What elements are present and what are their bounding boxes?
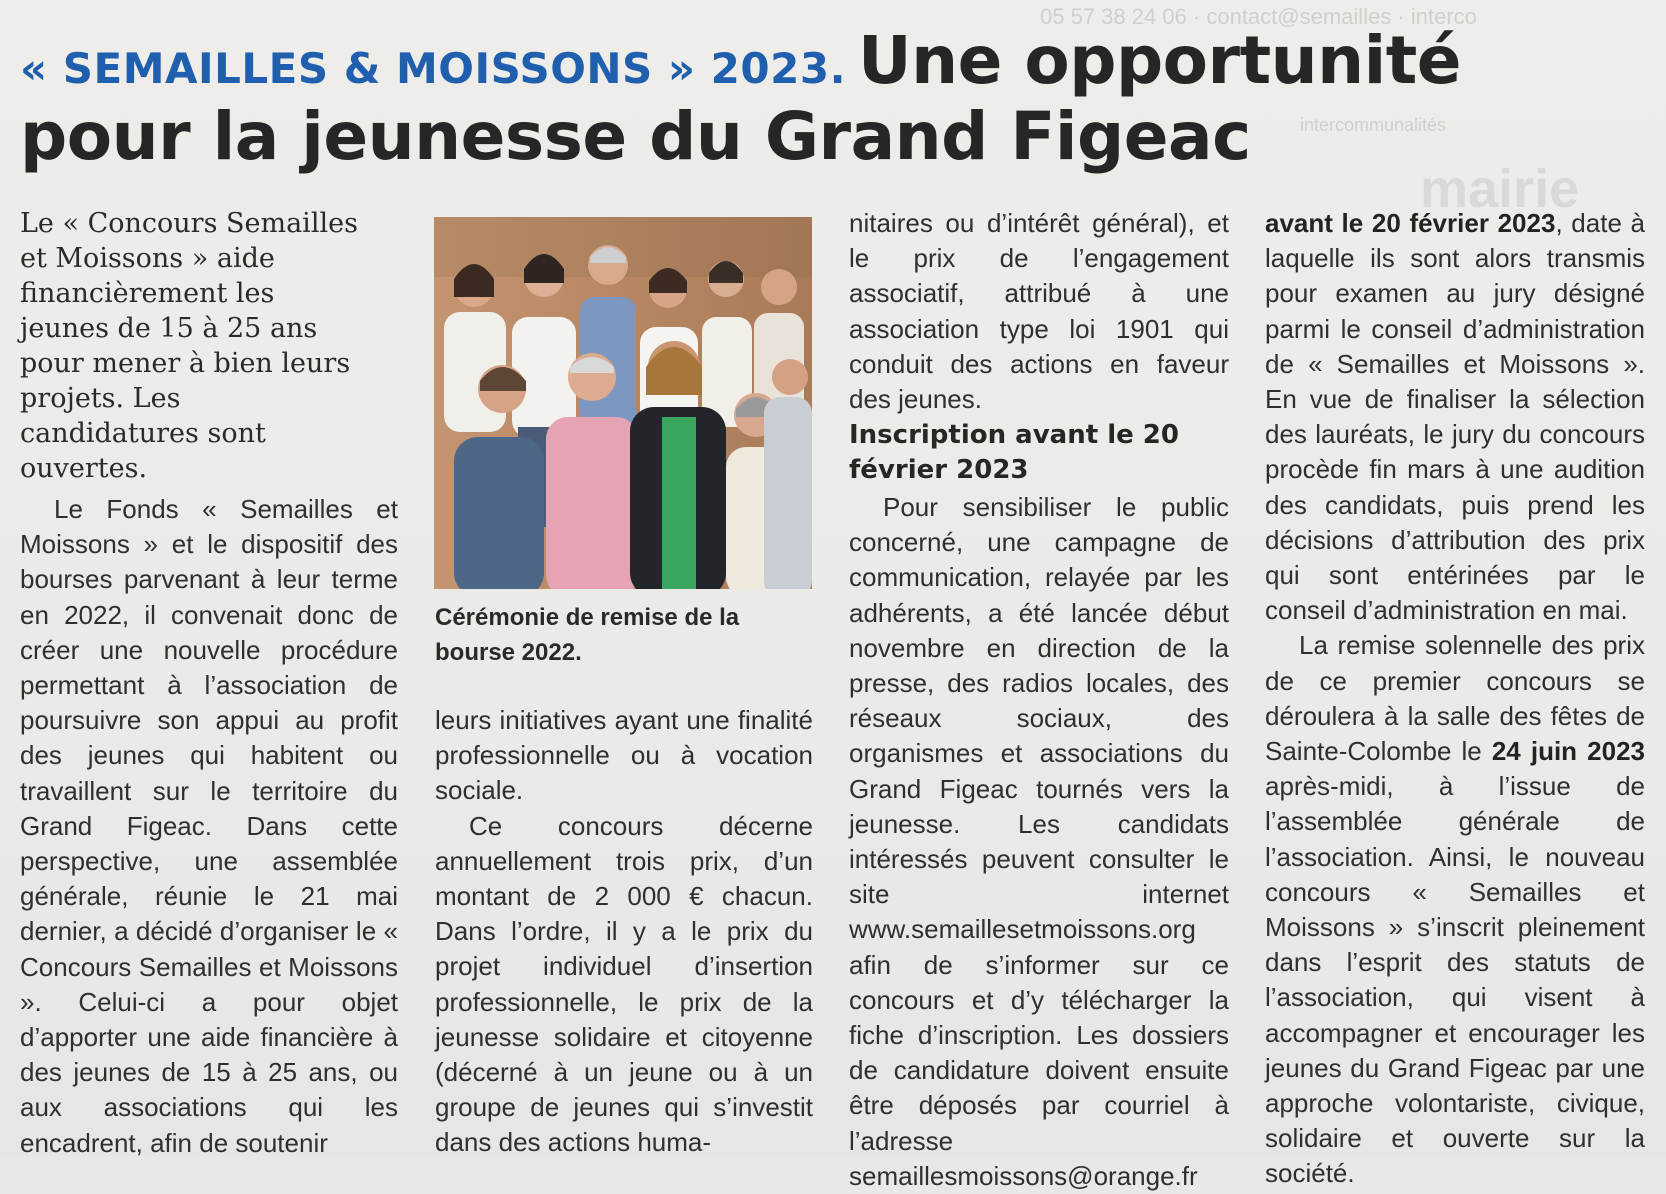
article-column-4 [1265, 206, 1645, 1192]
photo-caption: Cérémonie de remise de la bourse 2022. [435, 604, 740, 666]
paragraph: leurs initiatives ayant une finalité professionnelle ou à vocation sociale. [435, 705, 813, 806]
article-photo [434, 217, 812, 589]
article-lede: Le « Concours Semailles et Moissons » aide financièrement les jeunes de 15 à 25 ans pour mener à bien leurs projets. Les candidatures sont ouvertes. [20, 208, 358, 484]
paragraph: Ce concours décerne annuellement trois prix, d’un montant de 2 000 € chacun. Dans l’ordre, il y a le prix du projet individuel d’insertion professionnelle, le prix de la jeunesse solidaire et citoyenne (décerné à un jeune ou à un groupe de jeunes qui s’investit dans des actions huma- [435, 810, 813, 1158]
section-subhead: Inscription avant le 20 février 2023 [849, 420, 1179, 485]
emphasis-date: 24 juin 2023 [1491, 736, 1645, 767]
paragraph-text: , date à laquelle ils sont alors transmis pour examen au jury désigné parmi le conseil d’administration de « Semailles et Moissons ». En vue de finaliser la sélection des lauréats, le jury du concours procède fin mars à une audition des candidats, puis prend les décisions d’attribution des prix qui sont entérinées par le conseil d’administration en mai. [1265, 208, 1646, 626]
article-column-3 [849, 206, 1229, 417]
ceremony-photo [434, 217, 812, 589]
bleed-through-text: mairie [1420, 159, 1580, 219]
article-column-2 [435, 703, 813, 1161]
paragraph-text: après-midi, à l’issue de l’assemblée générale de l’association. Ainsi, le nouveau concours « Semailles et Moissons » s’inscrit pleinement dans l’esprit des statuts de l’association, qui visent à accompagner et encourager les jeunes du Grand Figeac par une approche volontariste, civique, solidaire et ouverte sur la société. [1265, 771, 1645, 1189]
headline-title: Une opportunité [858, 22, 1462, 99]
paragraph: Le Fonds « Semailles et Moissons » et le dispositif des bourses parvenant à leur terme en 2022, il convenait donc de créer une nouvelle procédure permettant à l’association de poursuivre son appui au profit des jeunes qui habitent ou travaillent sur le territoire du Grand Figeac. Dans cette perspective, une assemblée générale, réunie le 21 mai dernier, a décidé d’organiser le « Concours Semailles et Moissons ». Celui-ci a pour objet d’apporter une aide financière à des jeunes de 15 à 25 ans, ou aux associations qui les encadrent, afin de soutenir [20, 494, 398, 1158]
paragraph [1265, 628, 1645, 1191]
emphasis-date: avant le 20 février 2023 [1265, 208, 1556, 238]
paragraph: nitaires ou d’intérêt général), et le prix de l’engagement associatif, attribué à une association type loi 1901 qui conduit des actions en faveur des jeunes. [849, 208, 1229, 415]
bleed-through-text: 05 57 38 24 06 · contact@semailles · interco [1040, 4, 1477, 29]
headline-line1 [20, 22, 1640, 99]
headline-kicker: « SEMAILLES & MOISSONS » 2023. [20, 44, 847, 93]
article-column-1 [20, 492, 398, 1161]
paragraph [1265, 206, 1645, 628]
headline-title-line2: pour la jeunesse du Grand Figeac [20, 98, 1251, 175]
article-column-3b [849, 490, 1229, 1194]
paragraph-text: La remise solennelle des prix de ce premier concours se déroulera à la salle des fêtes de Sainte-Colombe le [1265, 630, 1645, 767]
bleed-through-text: intercommunalités [1300, 115, 1447, 135]
paragraph: Pour sensibiliser le public concerné, une campagne de communication, relayée par les adhérents, a été lancée début novembre en direction de la presse, des radios locales, des réseaux sociaux, des organismes et associations du Grand Figeac tournés vers la jeunesse. Les candidats intéressés peuvent consulter le site internet www.semaillesetmoissons.org afin de s’informer sur ce concours et d’y télécharger la fiche d’inscription. Les dossiers de candidature doivent ensuite être déposés par courriel à l’adresse semaillesmoissons@orange.fr [849, 492, 1229, 1191]
